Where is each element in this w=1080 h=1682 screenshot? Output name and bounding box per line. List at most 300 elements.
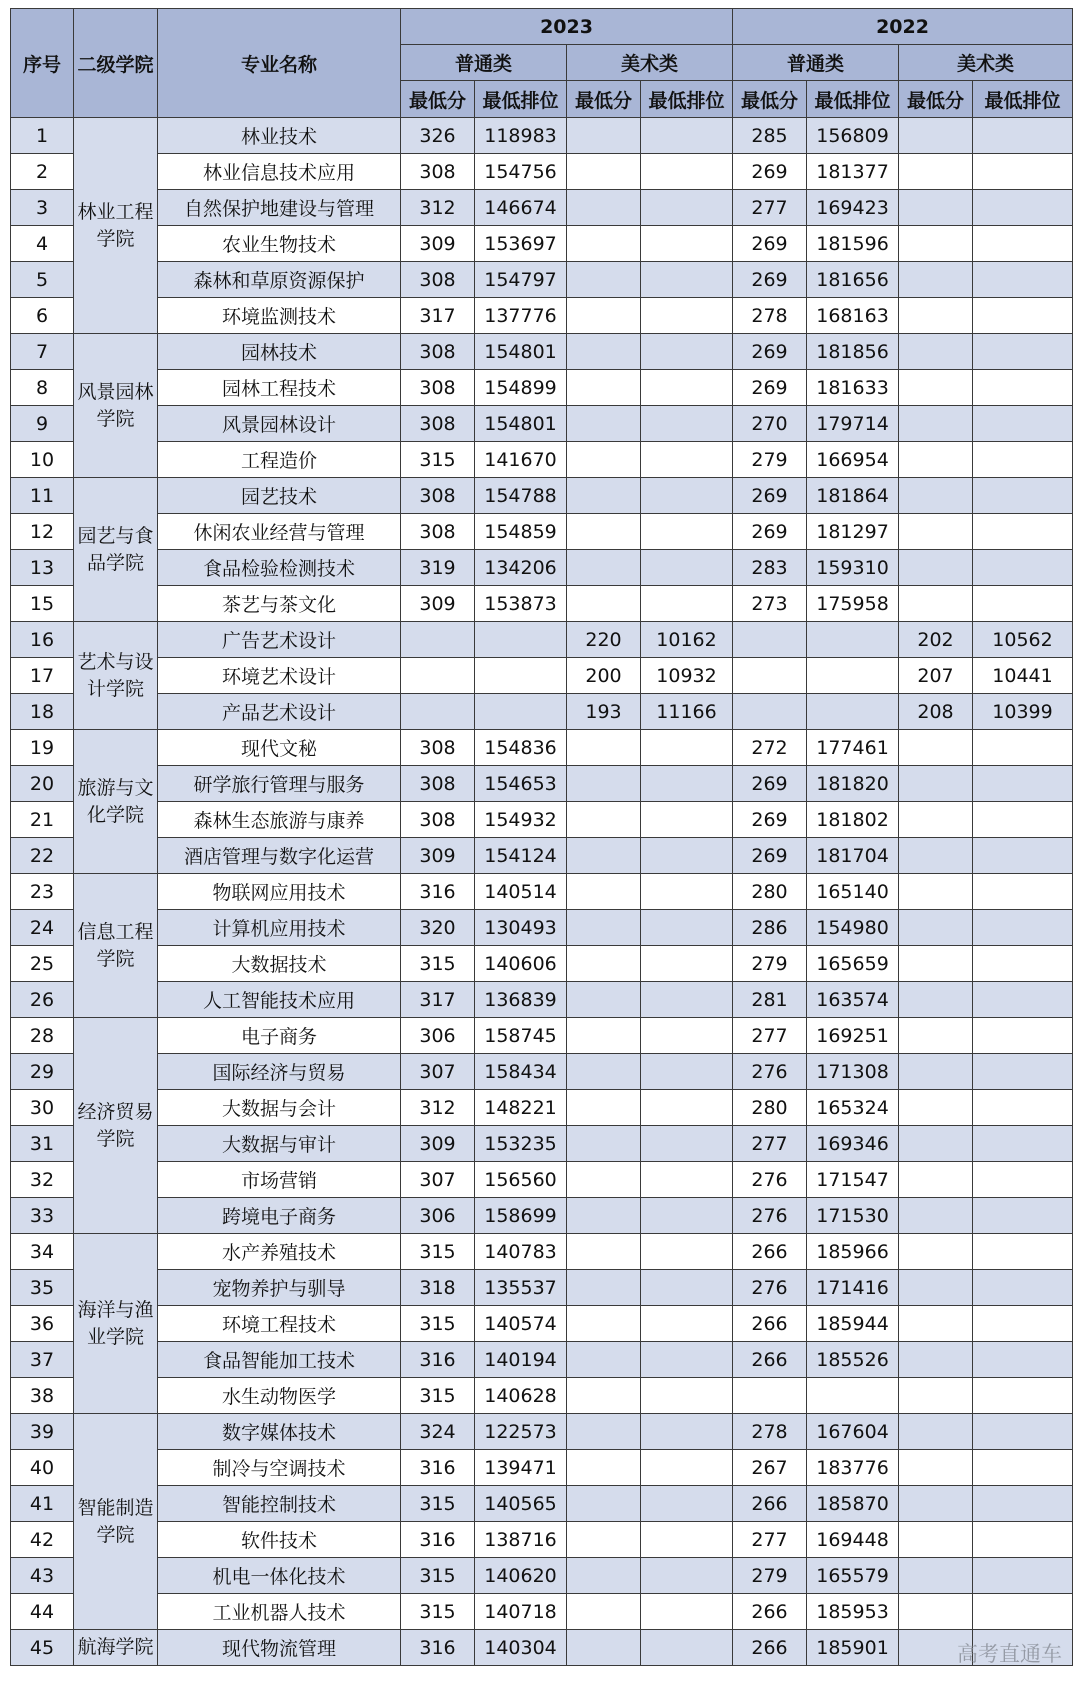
major-name: 环境监测技术: [158, 298, 401, 334]
major-name: 研学旅行管理与服务: [158, 766, 401, 802]
score-2022-art: [899, 946, 973, 982]
rank-2022-art: [973, 190, 1073, 226]
major-name: 机电一体化技术: [158, 1558, 401, 1594]
major-name: 茶艺与茶文化: [158, 586, 401, 622]
major-name: 大数据技术: [158, 946, 401, 982]
score-2022-art: [899, 1234, 973, 1270]
rank-2022-art: [973, 1414, 1073, 1450]
rank-2023-general: 154801: [475, 406, 567, 442]
rank-2022-general: 175958: [807, 586, 899, 622]
rank-2022-art: [973, 1594, 1073, 1630]
score-2022-art: [899, 802, 973, 838]
rank-2022-art: [973, 154, 1073, 190]
score-2022-art: 208: [899, 694, 973, 730]
table-row: [11, 1018, 1073, 1054]
rank-2023-art: [641, 1162, 733, 1198]
row-no: 36: [11, 1306, 74, 1342]
score-2023-general: 308: [401, 730, 475, 766]
major-name: 大数据与审计: [158, 1126, 401, 1162]
score-2023-art: 220: [567, 622, 641, 658]
rank-2023-general: 134206: [475, 550, 567, 586]
rank-2022-art: [973, 118, 1073, 154]
major-name: 食品智能加工技术: [158, 1342, 401, 1378]
college-name: 风景园林学院: [74, 334, 158, 478]
score-2023-general: 316: [401, 1342, 475, 1378]
rank-2023-general: 140574: [475, 1306, 567, 1342]
rank-2023-general: 139471: [475, 1450, 567, 1486]
rank-2023-art: 10932: [641, 658, 733, 694]
table-row: [11, 658, 1073, 694]
rank-2023-general: 158699: [475, 1198, 567, 1234]
rank-2023-general: 158745: [475, 1018, 567, 1054]
row-no: 25: [11, 946, 74, 982]
score-2023-art: [567, 262, 641, 298]
score-2022-general: 276: [733, 1054, 807, 1090]
major-name: 园林技术: [158, 334, 401, 370]
score-2023-art: [567, 1162, 641, 1198]
rank-2023-general: 154836: [475, 730, 567, 766]
rank-2023-art: [641, 1486, 733, 1522]
rank-2022-general: 171530: [807, 1198, 899, 1234]
score-2023-general: 315: [401, 946, 475, 982]
score-2023-general: 312: [401, 1090, 475, 1126]
rank-2022-general: 181856: [807, 334, 899, 370]
score-2022-general: 276: [733, 1270, 807, 1306]
table-row: [11, 154, 1073, 190]
rank-2022-art: [973, 1198, 1073, 1234]
major-name: 森林生态旅游与康养: [158, 802, 401, 838]
score-2022-art: [899, 766, 973, 802]
row-no: 30: [11, 1090, 74, 1126]
score-2023-general: 309: [401, 838, 475, 874]
table-row: [11, 1486, 1073, 1522]
score-2022-general: 269: [733, 802, 807, 838]
header-2022-art: 美术类: [899, 45, 1073, 81]
table-row: [11, 1342, 1073, 1378]
score-2022-general: 273: [733, 586, 807, 622]
major-name: 计算机应用技术: [158, 910, 401, 946]
score-2023-art: [567, 514, 641, 550]
score-2022-general: 266: [733, 1342, 807, 1378]
rank-2023-art: [641, 910, 733, 946]
header-year-2023: 2023: [401, 9, 733, 45]
score-2023-art: [567, 550, 641, 586]
rank-2022-art: [973, 478, 1073, 514]
table-row: [11, 442, 1073, 478]
college-name: 智能制造学院: [74, 1414, 158, 1630]
table-row: [11, 478, 1073, 514]
rank-2023-art: [641, 586, 733, 622]
score-2022-art: [899, 1450, 973, 1486]
row-no: 32: [11, 1162, 74, 1198]
table-row: [11, 766, 1073, 802]
score-2022-art: [899, 1594, 973, 1630]
rank-2023-art: [641, 766, 733, 802]
rank-2023-general: 154756: [475, 154, 567, 190]
rank-2023-general: 140718: [475, 1594, 567, 1630]
rank-2022-general: 185966: [807, 1234, 899, 1270]
table-row: [11, 730, 1073, 766]
rank-2023-general: 154797: [475, 262, 567, 298]
rank-2022-general: 181377: [807, 154, 899, 190]
row-no: 11: [11, 478, 74, 514]
table-row: [11, 406, 1073, 442]
header-min-rank: 最低排位: [807, 81, 899, 118]
rank-2022-art: 10399: [973, 694, 1073, 730]
score-2023-general: 315: [401, 1306, 475, 1342]
score-2022-general: 266: [733, 1594, 807, 1630]
score-2023-art: [567, 1342, 641, 1378]
rank-2023-art: [641, 154, 733, 190]
admission-score-table: [10, 8, 1073, 1666]
row-no: 23: [11, 874, 74, 910]
score-2022-art: [899, 1558, 973, 1594]
rank-2023-general: 137776: [475, 298, 567, 334]
major-name: 风景园林设计: [158, 406, 401, 442]
table-row: [11, 190, 1073, 226]
rank-2023-art: [641, 1630, 733, 1666]
score-2022-art: [899, 1054, 973, 1090]
score-2023-art: [567, 1054, 641, 1090]
major-name: 自然保护地建设与管理: [158, 190, 401, 226]
rank-2023-art: [641, 442, 733, 478]
major-name: 林业技术: [158, 118, 401, 154]
score-2023-general: 315: [401, 1486, 475, 1522]
rank-2022-art: [973, 946, 1073, 982]
row-no: 8: [11, 370, 74, 406]
rank-2023-art: [641, 982, 733, 1018]
table-row: [11, 226, 1073, 262]
rank-2023-art: [641, 1450, 733, 1486]
rank-2022-art: [973, 1306, 1073, 1342]
score-2023-general: 308: [401, 154, 475, 190]
table-row: [11, 838, 1073, 874]
rank-2022-general: 185901: [807, 1630, 899, 1666]
row-no: 1: [11, 118, 74, 154]
rank-2022-general: 154980: [807, 910, 899, 946]
score-2022-general: 276: [733, 1198, 807, 1234]
score-2023-general: 308: [401, 334, 475, 370]
table-row: [11, 1234, 1073, 1270]
rank-2022-art: [973, 298, 1073, 334]
row-no: 39: [11, 1414, 74, 1450]
rank-2023-art: 10162: [641, 622, 733, 658]
header-min-rank: 最低排位: [641, 81, 733, 118]
score-2023-art: [567, 118, 641, 154]
rank-2023-general: 154932: [475, 802, 567, 838]
score-2023-art: [567, 1558, 641, 1594]
table-row: [11, 694, 1073, 730]
table-row: [11, 1630, 1073, 1666]
score-2022-general: 286: [733, 910, 807, 946]
score-2022-general: 279: [733, 946, 807, 982]
score-2023-general: 320: [401, 910, 475, 946]
college-name: 海洋与渔业学院: [74, 1234, 158, 1414]
score-2022-general: 269: [733, 478, 807, 514]
rank-2023-general: 140606: [475, 946, 567, 982]
rank-2023-art: [641, 1090, 733, 1126]
score-2022-general: [733, 658, 807, 694]
score-2022-general: 280: [733, 1090, 807, 1126]
score-2022-general: 269: [733, 514, 807, 550]
table-header: [11, 9, 1073, 118]
row-no: 24: [11, 910, 74, 946]
major-name: 休闲农业经营与管理: [158, 514, 401, 550]
score-2022-general: 272: [733, 730, 807, 766]
rank-2022-art: [973, 442, 1073, 478]
major-name: 市场营销: [158, 1162, 401, 1198]
score-2023-general: 307: [401, 1162, 475, 1198]
score-2023-art: [567, 802, 641, 838]
score-2023-art: [567, 874, 641, 910]
rank-2023-art: [641, 118, 733, 154]
rank-2023-art: [641, 298, 733, 334]
score-2022-general: [733, 694, 807, 730]
score-2023-general: 308: [401, 478, 475, 514]
rank-2022-art: [973, 334, 1073, 370]
header-min-rank: 最低排位: [475, 81, 567, 118]
score-2022-general: 269: [733, 262, 807, 298]
rank-2022-general: [807, 1378, 899, 1414]
score-2022-general: 269: [733, 154, 807, 190]
score-2022-art: [899, 1486, 973, 1522]
rank-2022-general: 171547: [807, 1162, 899, 1198]
score-2022-general: 269: [733, 766, 807, 802]
major-name: 现代物流管理: [158, 1630, 401, 1666]
rank-2023-art: [641, 1378, 733, 1414]
rank-2023-general: 140565: [475, 1486, 567, 1522]
rank-2023-art: [641, 1306, 733, 1342]
rank-2023-general: [475, 694, 567, 730]
rank-2023-art: [641, 1198, 733, 1234]
rank-2023-art: [641, 1594, 733, 1630]
score-2022-general: 277: [733, 1522, 807, 1558]
score-2023-general: 308: [401, 406, 475, 442]
score-2022-art: 202: [899, 622, 973, 658]
rank-2023-art: [641, 730, 733, 766]
table-row: [11, 1198, 1073, 1234]
rank-2023-art: [641, 370, 733, 406]
rank-2022-general: 168163: [807, 298, 899, 334]
rank-2023-art: [641, 334, 733, 370]
table-row: [11, 118, 1073, 154]
score-2023-art: [567, 1486, 641, 1522]
score-2022-art: [899, 550, 973, 586]
rank-2023-art: [641, 1018, 733, 1054]
score-2023-general: 309: [401, 586, 475, 622]
score-2022-general: 266: [733, 1306, 807, 1342]
major-name: 制冷与空调技术: [158, 1450, 401, 1486]
row-no: 42: [11, 1522, 74, 1558]
score-2023-general: 317: [401, 982, 475, 1018]
score-2022-art: [899, 262, 973, 298]
score-2023-art: [567, 1630, 641, 1666]
table-row: [11, 802, 1073, 838]
score-2023-general: 306: [401, 1198, 475, 1234]
table-row: [11, 586, 1073, 622]
score-2022-general: 283: [733, 550, 807, 586]
rank-2022-general: 185526: [807, 1342, 899, 1378]
score-2022-art: [899, 1522, 973, 1558]
rank-2023-general: 138716: [475, 1522, 567, 1558]
rank-2022-general: 171416: [807, 1270, 899, 1306]
score-2022-art: [899, 1306, 973, 1342]
score-2023-art: [567, 442, 641, 478]
row-no: 6: [11, 298, 74, 334]
score-2022-art: [899, 298, 973, 334]
table-row: [11, 622, 1073, 658]
major-name: 农业生物技术: [158, 226, 401, 262]
table-body: [11, 118, 1073, 1666]
score-2023-art: [567, 1522, 641, 1558]
rank-2022-general: 181596: [807, 226, 899, 262]
rank-2023-general: 140628: [475, 1378, 567, 1414]
rank-2022-art: [973, 1522, 1073, 1558]
rank-2022-general: 169346: [807, 1126, 899, 1162]
major-name: 水生动物医学: [158, 1378, 401, 1414]
rank-2023-art: [641, 1270, 733, 1306]
score-2023-art: [567, 1594, 641, 1630]
rank-2023-general: 130493: [475, 910, 567, 946]
rank-2023-art: [641, 1558, 733, 1594]
rank-2022-general: 165579: [807, 1558, 899, 1594]
rank-2023-general: 154859: [475, 514, 567, 550]
rank-2023-general: 140194: [475, 1342, 567, 1378]
rank-2022-general: 165659: [807, 946, 899, 982]
score-2022-art: [899, 874, 973, 910]
rank-2023-art: [641, 190, 733, 226]
header-2023-general: 普通类: [401, 45, 567, 81]
rank-2022-art: [973, 550, 1073, 586]
score-2022-art: [899, 406, 973, 442]
score-2022-general: 266: [733, 1234, 807, 1270]
score-2022-general: 279: [733, 442, 807, 478]
rank-2022-art: [973, 730, 1073, 766]
rank-2023-general: 154899: [475, 370, 567, 406]
rank-2023-art: [641, 874, 733, 910]
score-2023-general: 309: [401, 1126, 475, 1162]
table-row: [11, 1054, 1073, 1090]
score-2023-general: 326: [401, 118, 475, 154]
row-no: 34: [11, 1234, 74, 1270]
major-name: 智能控制技术: [158, 1486, 401, 1522]
rank-2022-general: [807, 658, 899, 694]
header-2022-general: 普通类: [733, 45, 899, 81]
rank-2022-art: [973, 766, 1073, 802]
score-2023-art: [567, 154, 641, 190]
score-2023-art: [567, 1126, 641, 1162]
score-2022-art: [899, 118, 973, 154]
rank-2023-general: 135537: [475, 1270, 567, 1306]
college-name: 经济贸易学院: [74, 1018, 158, 1234]
score-2023-general: [401, 658, 475, 694]
score-2023-art: [567, 478, 641, 514]
major-name: 数字媒体技术: [158, 1414, 401, 1450]
major-name: 广告艺术设计: [158, 622, 401, 658]
major-name: 林业信息技术应用: [158, 154, 401, 190]
row-no: 31: [11, 1126, 74, 1162]
rank-2022-art: [973, 1270, 1073, 1306]
score-2022-general: 269: [733, 334, 807, 370]
score-2022-general: 269: [733, 226, 807, 262]
watermark: 高考直通车: [957, 1642, 1062, 1666]
rank-2022-general: 165140: [807, 874, 899, 910]
score-2022-art: [899, 1090, 973, 1126]
rank-2023-general: 154788: [475, 478, 567, 514]
score-2023-general: 309: [401, 226, 475, 262]
rank-2023-general: 140783: [475, 1234, 567, 1270]
rank-2022-art: [973, 838, 1073, 874]
score-2023-art: [567, 406, 641, 442]
table-row: [11, 1090, 1073, 1126]
header-2023-art: 美术类: [567, 45, 733, 81]
score-2022-general: 276: [733, 1162, 807, 1198]
score-2023-general: 315: [401, 1234, 475, 1270]
rank-2023-art: [641, 226, 733, 262]
table-row: [11, 334, 1073, 370]
college-name: 旅游与文化学院: [74, 730, 158, 874]
table-row: [11, 370, 1073, 406]
rank-2022-general: [807, 694, 899, 730]
row-no: 17: [11, 658, 74, 694]
rank-2022-art: [973, 1234, 1073, 1270]
rank-2022-general: 163574: [807, 982, 899, 1018]
score-2023-art: [567, 766, 641, 802]
rank-2023-art: [641, 406, 733, 442]
score-2022-art: [899, 1198, 973, 1234]
rank-2022-general: 179714: [807, 406, 899, 442]
rank-2022-general: 169423: [807, 190, 899, 226]
rank-2023-art: [641, 1054, 733, 1090]
row-no: 26: [11, 982, 74, 1018]
rank-2022-art: [973, 1018, 1073, 1054]
table-row: [11, 1450, 1073, 1486]
rank-2022-general: 181656: [807, 262, 899, 298]
score-2022-art: 207: [899, 658, 973, 694]
rank-2022-art: [973, 262, 1073, 298]
score-2022-art: [899, 1342, 973, 1378]
row-no: 2: [11, 154, 74, 190]
college-name: 艺术与设计学院: [74, 622, 158, 730]
score-2023-general: 316: [401, 1522, 475, 1558]
header-year-2022: 2022: [733, 9, 1073, 45]
score-2022-general: 279: [733, 1558, 807, 1594]
rank-2023-general: 158434: [475, 1054, 567, 1090]
row-no: 33: [11, 1198, 74, 1234]
rank-2023-general: 156560: [475, 1162, 567, 1198]
rank-2023-art: [641, 550, 733, 586]
score-2023-general: 315: [401, 442, 475, 478]
rank-2022-art: [973, 226, 1073, 262]
header-min-rank: 最低排位: [973, 81, 1073, 118]
score-2022-art: [899, 1378, 973, 1414]
rank-2023-art: [641, 262, 733, 298]
score-2023-art: [567, 838, 641, 874]
rank-2022-general: 181633: [807, 370, 899, 406]
rank-2023-art: [641, 478, 733, 514]
college-name: 信息工程学院: [74, 874, 158, 1018]
row-no: 41: [11, 1486, 74, 1522]
rank-2022-art: [973, 910, 1073, 946]
rank-2023-art: [641, 1522, 733, 1558]
rank-2023-art: 11166: [641, 694, 733, 730]
rank-2022-art: [973, 1378, 1073, 1414]
row-no: 13: [11, 550, 74, 586]
major-name: 园林工程技术: [158, 370, 401, 406]
college-name: 林业工程学院: [74, 118, 158, 334]
score-2022-general: 269: [733, 370, 807, 406]
score-2022-art: [899, 1162, 973, 1198]
